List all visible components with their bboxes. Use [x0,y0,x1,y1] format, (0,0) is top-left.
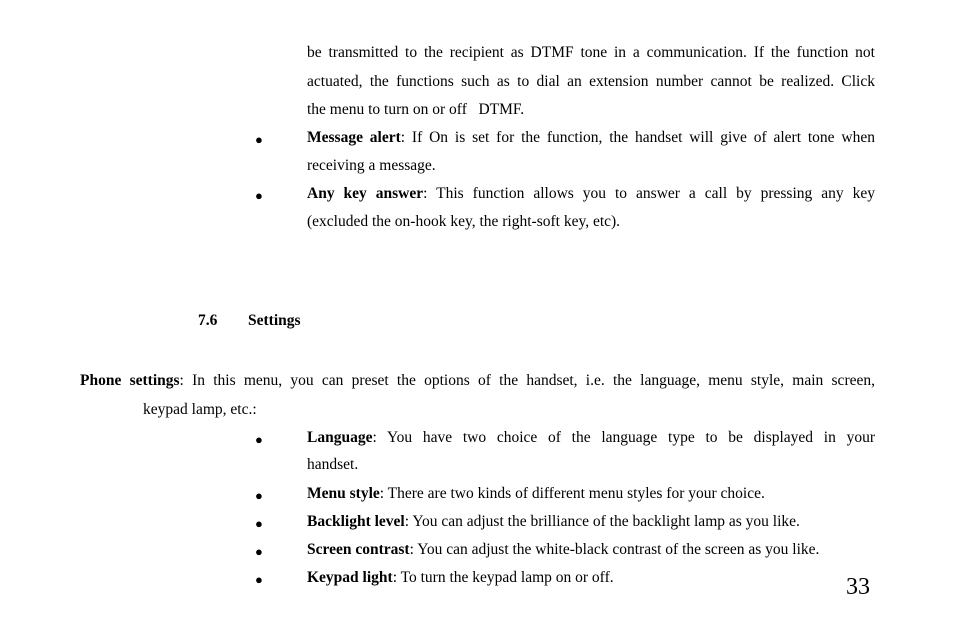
bullet-icon: ● [255,132,263,147]
bullet-icon: ● [255,572,263,587]
phone-settings-term: Phone settings [80,372,180,389]
list-item-term: Backlight level [307,513,405,530]
bullet-icon: ● [255,544,263,559]
page-number: 33 [846,574,870,600]
bullet-icon: ● [255,516,263,531]
list-item-term: Menu style [307,485,380,502]
list-item-backlight-level [307,514,800,530]
list-item-any-key-answer [307,186,875,202]
list-item-screen-contrast [307,542,819,558]
list-item-text: : There are two kinds of different menu styles for your choice. [379,485,765,502]
paragraph-line: actuated, the functions such as to dial an extension number cannot be realized. Click [307,73,875,90]
bullet-icon: ● [255,488,263,503]
list-item-text: : This function allows you to answer a call by pressing any key [423,185,875,202]
list-item-term: Language [307,429,373,446]
list-item-text: : You have two choice of the language type to be displayed in your [372,429,875,446]
paragraph-line: receiving a message. [307,157,436,174]
bullet-icon: ● [255,432,263,447]
section-number: 7.6 [198,312,218,329]
list-item-term: Screen contrast [307,541,410,558]
phone-settings-paragraph [80,373,875,389]
section-title: Settings [248,312,301,329]
phone-settings-text: : In this menu, you can preset the options of the handset, i.e. the language, menu style, main screen, [179,372,875,389]
list-item-text: : You can adjust the brilliance of the backlight lamp as you like. [404,513,800,530]
list-item-text: : If On is set for the function, the handset will give of alert tone when [400,129,875,146]
paragraph-line: handset. [307,456,359,473]
list-item-message-alert [307,130,875,146]
list-item-text: : To turn the keypad lamp on or off. [392,569,614,586]
list-item-language [307,430,875,446]
list-item-term: Any key answer [307,185,424,202]
list-item-keypad-light [307,570,614,586]
list-item-term: Keypad light [307,569,393,586]
list-item-text: : You can adjust the white-black contrast of the screen as you like. [409,541,820,558]
paragraph-line: keypad lamp, etc.: [143,401,257,418]
list-item-menu-style [307,486,765,502]
bullet-icon: ● [255,188,263,203]
paragraph-line: (excluded the on-hook key, the right-soft key, etc). [307,213,621,230]
list-item-term: Message alert [307,129,401,146]
paragraph-line: the menu to turn on or off DTMF. [307,101,525,118]
paragraph-line: be transmitted to the recipient as DTMF tone in a communication. If the function not [307,44,875,61]
